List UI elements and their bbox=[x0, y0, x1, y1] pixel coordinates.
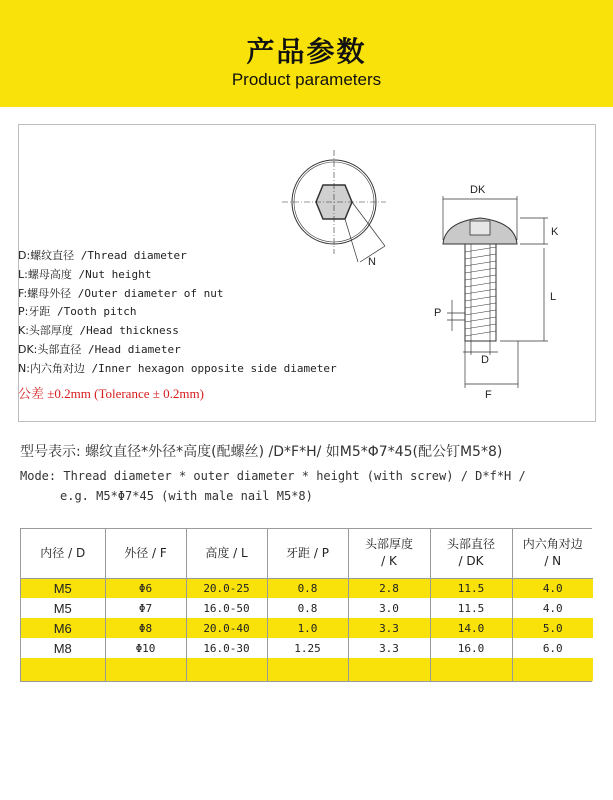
table-row: M5 Φ7 16.0-50 0.8 3.0 11.5 4.0 bbox=[21, 598, 593, 618]
table-row: M5 Φ6 20.0-25 0.8 2.8 11.5 4.0 bbox=[21, 578, 593, 598]
legend-line-dk: DK:头部直径 /Head diameter bbox=[18, 342, 181, 356]
label-p: P bbox=[434, 307, 442, 319]
spec-table bbox=[20, 528, 592, 682]
header-f: 外径 / F bbox=[105, 529, 186, 578]
header-p: 牙距 / P bbox=[267, 529, 348, 578]
legend-line-l: L:螺母高度 /Nut height bbox=[18, 267, 152, 281]
parameter-legend bbox=[18, 247, 337, 402]
legend-line-n: N:内六角对边 /Inner hexagon opposite side diameter bbox=[18, 361, 337, 375]
table-header-row bbox=[21, 529, 593, 578]
table-filler-row bbox=[21, 658, 593, 681]
legend-line-k: K:头部厚度 /Head thickness bbox=[18, 324, 179, 338]
header-k: 头部厚度 / K bbox=[348, 529, 430, 578]
header-dk: 头部直径 / DK bbox=[430, 529, 512, 578]
page-title-en: Product parameters bbox=[231, 70, 382, 89]
label-dk: DK bbox=[470, 184, 486, 196]
header-n: 内六角对边 / N bbox=[512, 529, 593, 578]
table-row: M8 Φ10 16.0-30 1.25 3.3 16.0 6.0 bbox=[21, 638, 593, 658]
screw-side-view bbox=[443, 218, 517, 341]
label-l: L bbox=[550, 291, 557, 303]
head-top-view bbox=[282, 150, 386, 262]
n-leader-1 bbox=[345, 219, 358, 262]
header-l: 高度 / L bbox=[186, 529, 267, 578]
legend-line-d: D:螺纹直径 /Thread diameter bbox=[18, 249, 187, 262]
label-d: D bbox=[481, 354, 489, 366]
model-notation-en bbox=[20, 466, 526, 506]
legend-line-p: P:牙距 /Tooth pitch bbox=[18, 305, 137, 319]
tolerance-note: 公差 ±0.2mm (Tolerance ± 0.2mm) bbox=[18, 385, 204, 401]
label-n: N bbox=[368, 256, 376, 268]
socket-section bbox=[470, 221, 490, 235]
model-notation-line2: e.g. M5*Φ7*45 (with male nail M5*8) bbox=[60, 489, 313, 503]
header-d: 内径 / D bbox=[21, 529, 105, 578]
model-notation-title: 型号表示: 螺纹直径*外径*高度(配螺丝) /D*F*H/ 如M5*Φ7*45(配公钉M5*8) bbox=[20, 444, 503, 460]
legend-line-f: F:螺母外径 /Outer diameter of nut bbox=[18, 286, 224, 300]
label-f: F bbox=[485, 389, 492, 401]
n-leader-2 bbox=[352, 202, 385, 246]
table-row: M6 Φ8 20.0-40 1.0 3.3 14.0 5.0 bbox=[21, 618, 593, 638]
label-k: K bbox=[551, 226, 559, 238]
model-notation-line1: Mode: Thread diameter * outer diameter * height (with screw) / D*f*H / bbox=[20, 469, 526, 483]
page-title-cn: 产品参数 bbox=[246, 35, 367, 68]
